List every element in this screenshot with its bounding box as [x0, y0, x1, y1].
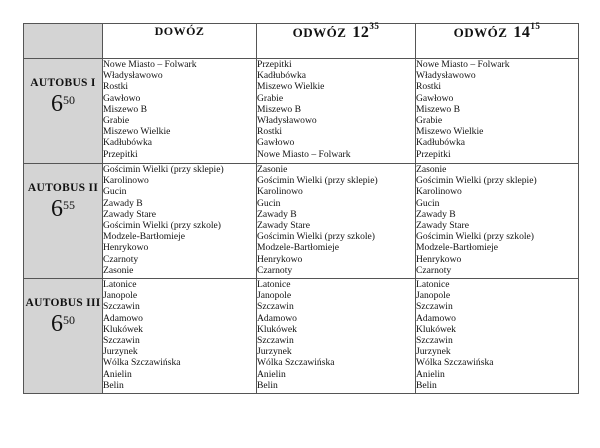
- stop-name: Karolinowo: [103, 175, 149, 187]
- header-row: [24, 24, 579, 59]
- stop-name: Zawady Stare: [416, 220, 470, 232]
- stop-name: Gawłowo: [257, 137, 295, 149]
- header-odwoz-time: [352, 21, 380, 41]
- stop-name: Latonice: [103, 279, 137, 290]
- stop-name: Latonice: [416, 279, 450, 290]
- bus-name: AUTOBUS II: [27, 182, 99, 194]
- stop-name: Henrykowo: [257, 253, 303, 265]
- stop-name: Gucin: [257, 197, 281, 209]
- stop-name: Miszewo Wielkie: [257, 81, 325, 93]
- header-odwoz-label: ODWÓZ: [453, 25, 508, 40]
- bus-name: AUTOBUS I: [30, 77, 96, 89]
- bus-row: [24, 279, 579, 394]
- stop-name: Zawady B: [257, 208, 297, 220]
- stop-name: Nowe Miasto – Folwark: [257, 148, 351, 160]
- stop-name: Anielin: [257, 368, 286, 380]
- stop-name: Karolinowo: [416, 186, 462, 198]
- header-hour: 14: [513, 24, 531, 41]
- stop-name: Anielin: [416, 368, 445, 380]
- bus-header-cell: [24, 279, 103, 394]
- stop-name: Modzele-Bartłomieje: [103, 231, 186, 243]
- stop-name: Wólka Szczawińska: [257, 357, 335, 369]
- bus-name: AUTOBUS III: [25, 297, 101, 309]
- stop-name: Szczawin: [257, 301, 294, 313]
- odwoz-1235-stops-cell: [257, 164, 416, 279]
- stop-name: Klukówek: [416, 323, 456, 335]
- bus-row: [24, 59, 579, 164]
- stop-name: Władysławowo: [257, 115, 317, 127]
- header-minutes: 15: [530, 21, 541, 31]
- stop-name: Gucin: [103, 186, 127, 198]
- stop-name: Szczawin: [416, 335, 453, 347]
- stop-name: Janopole: [416, 290, 451, 302]
- stop-name: Miszewo B: [416, 103, 460, 115]
- stop-name: Czarnoty: [257, 264, 293, 276]
- stop-name: Jurzynek: [416, 346, 451, 358]
- header-odwoz-1415: [416, 21, 579, 59]
- stop-name: Belin: [257, 379, 278, 391]
- stop-name: Grabie: [416, 115, 443, 127]
- stop-name: Zasonie: [257, 164, 288, 175]
- header-odwoz-label: ODWÓZ: [292, 25, 347, 40]
- header-hour: 12: [352, 24, 370, 41]
- stop-name: Przepitki: [103, 148, 138, 160]
- header-minutes: 35: [369, 21, 380, 31]
- header-dowoz: [103, 24, 257, 59]
- stop-name: Szczawin: [103, 301, 140, 313]
- stop-name: Rostki: [257, 126, 283, 138]
- stop-name: Wólka Szczawińska: [103, 357, 181, 369]
- odwoz-1235-stops-cell: [257, 59, 416, 164]
- dowoz-stops-cell: [103, 59, 257, 164]
- stop-name: Przepitki: [416, 148, 451, 160]
- stop-name: Gościmin Wielki (przy sklepie): [257, 175, 378, 187]
- stop-name: Henrykowo: [416, 253, 462, 265]
- stop-name: Zasonie: [103, 264, 134, 276]
- bus-header-cell: [24, 59, 103, 164]
- stop-name: Henrykowo: [103, 242, 149, 254]
- stop-name: Jurzynek: [103, 346, 138, 358]
- stop-name: Anielin: [103, 368, 132, 380]
- stop-name: Klukówek: [257, 323, 297, 335]
- stop-name: Nowe Miasto – Folwark: [416, 59, 510, 70]
- stop-name: Rostki: [416, 81, 442, 93]
- stop-name: Zawady B: [103, 197, 143, 209]
- stop-name: Grabie: [103, 115, 130, 127]
- stop-name: Władysławowo: [416, 70, 476, 82]
- stop-name: Gawłowo: [416, 92, 454, 104]
- stop-name: Adamowo: [257, 312, 297, 324]
- stop-name: Modzele-Bartłomieje: [416, 242, 499, 254]
- bus-header-cell: [24, 164, 103, 279]
- stop-name: Modzele-Bartłomieje: [257, 242, 340, 254]
- stop-name: Gościmin Wielki (przy szkole): [103, 220, 221, 232]
- stop-name: Szczawin: [416, 301, 453, 313]
- stop-name: Adamowo: [416, 312, 456, 324]
- stop-name: Janopole: [257, 290, 292, 302]
- stop-name: Czarnoty: [103, 253, 139, 265]
- header-odwoz-1235: [257, 21, 416, 59]
- header-odwoz-time: [513, 21, 541, 41]
- stop-name: Latonice: [257, 279, 291, 290]
- stop-name: Gościmin Wielki (przy sklepie): [416, 175, 537, 187]
- stop-name: Miszewo Wielkie: [416, 126, 484, 138]
- stop-name: Gościmin Wielki (przy szkole): [416, 231, 534, 243]
- stop-name: Szczawin: [103, 335, 140, 347]
- stop-name: Jurzynek: [257, 346, 292, 358]
- stop-name: Grabie: [257, 92, 284, 104]
- departure-minutes: 50: [63, 93, 75, 107]
- dowoz-stops-cell: [103, 164, 257, 279]
- stop-name: Zawady Stare: [103, 208, 157, 220]
- stop-name: Szczawin: [257, 335, 294, 347]
- stop-name: Janopole: [103, 290, 138, 302]
- stop-name: Władysławowo: [103, 70, 163, 82]
- stop-name: Belin: [416, 379, 437, 391]
- stop-name: Belin: [103, 379, 124, 391]
- stop-name: Zasonie: [416, 164, 447, 175]
- stop-name: Czarnoty: [416, 264, 452, 276]
- stop-name: Kadłubówka: [257, 70, 307, 82]
- departure-hour: 6: [51, 196, 63, 222]
- stop-name: Kadłubówka: [416, 137, 466, 149]
- departure-minutes: 55: [63, 198, 75, 212]
- stop-name: Zawady B: [416, 208, 456, 220]
- stop-name: Kadłubówka: [103, 137, 153, 149]
- stop-name: Klukówek: [103, 323, 143, 335]
- odwoz-1415-stops-cell: [416, 59, 579, 164]
- stop-name: Miszewo B: [257, 103, 301, 115]
- departure-hour: 6: [51, 311, 63, 337]
- stop-name: Wólka Szczawińska: [416, 357, 494, 369]
- schedule-body: [24, 59, 579, 394]
- stop-name: Przepitki: [257, 59, 292, 70]
- odwoz-1415-stops-cell: [416, 164, 579, 279]
- bus-schedule-table: [23, 23, 579, 394]
- stop-name: Karolinowo: [257, 186, 303, 198]
- stop-name: Adamowo: [103, 312, 143, 324]
- stop-name: Miszewo Wielkie: [103, 126, 171, 138]
- header-corner-cell: [24, 24, 103, 59]
- header-dowoz-label: DOWÓZ: [154, 24, 205, 38]
- stop-name: Nowe Miasto – Folwark: [103, 59, 197, 70]
- dowoz-stops-cell: [103, 279, 257, 394]
- departure-time: [24, 196, 102, 223]
- bus-row: [24, 164, 579, 279]
- odwoz-1235-stops-cell: [257, 279, 416, 394]
- stop-name: Gawłowo: [103, 92, 141, 104]
- odwoz-1415-stops-cell: [416, 279, 579, 394]
- departure-minutes: 50: [63, 313, 75, 327]
- departure-time: [24, 311, 102, 338]
- stop-name: Gościmin Wielki (przy szkole): [257, 231, 375, 243]
- stop-name: Zawady Stare: [257, 220, 311, 232]
- stop-name: Miszewo B: [103, 103, 147, 115]
- stop-name: Rostki: [103, 81, 129, 93]
- stop-name: Gościmin Wielki (przy sklepie): [103, 164, 224, 175]
- stop-name: Gucin: [416, 197, 440, 209]
- departure-time: [24, 91, 102, 118]
- departure-hour: 6: [51, 91, 63, 117]
